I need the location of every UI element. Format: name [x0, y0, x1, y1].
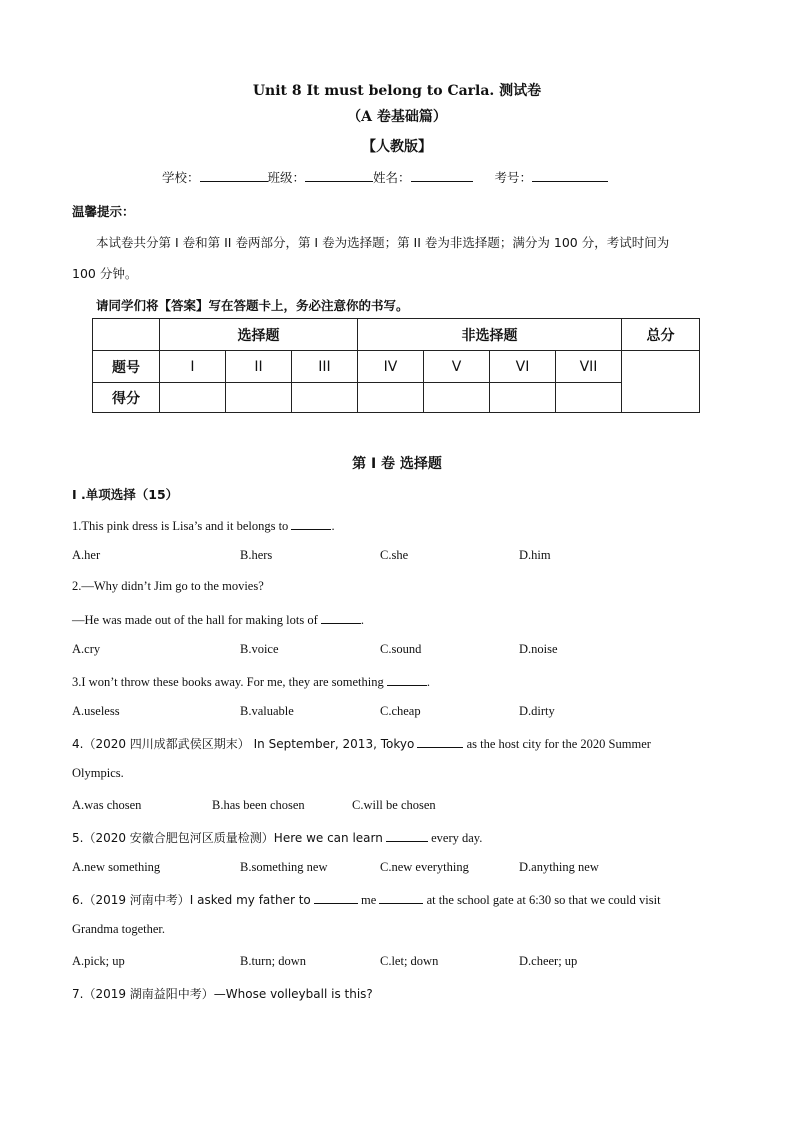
- question-3-option-d[interactable]: D.dirty: [519, 704, 555, 718]
- question-4-stem: [72, 735, 651, 752]
- notice-line-1: 本试卷共分第 I 卷和第 II 卷两部分，第 I 卷为选择题；第 II 卷为非选择题；满分为 100 分，考试时间为: [96, 235, 670, 250]
- question-5-option-a[interactable]: A.new something: [72, 860, 161, 874]
- question-1-text: 1.This pink dress is Lisa’s and it belongs to: [72, 519, 289, 533]
- column-header-5: V: [424, 351, 490, 383]
- section-title: 第 I 卷 选择题: [352, 456, 442, 472]
- school-blank[interactable]: [200, 169, 268, 182]
- exam-no-blank[interactable]: [532, 169, 608, 182]
- question-3-option-b[interactable]: B.valuable: [240, 704, 294, 718]
- question-2-end: .: [360, 613, 365, 627]
- table-corner-cell: [93, 319, 160, 351]
- column-header-3: III: [292, 351, 358, 383]
- question-6-stem: [72, 891, 661, 908]
- question-4-text-b: as the host city for the 2020 Summer: [466, 737, 651, 751]
- notice-line-2: 100 分钟。: [72, 266, 138, 281]
- question-1-option-b[interactable]: B.hers: [240, 548, 273, 562]
- edition-label: 【人教版】: [362, 139, 432, 155]
- question-6-text-b: me: [361, 893, 377, 907]
- score-cell-5[interactable]: [424, 383, 490, 413]
- notice-heading: 温馨提示：: [72, 204, 135, 219]
- question-3-text: 3.I won’t throw these books away. For me, they are something: [72, 675, 384, 689]
- question-1-blank[interactable]: [291, 517, 331, 530]
- score-cell-2[interactable]: [226, 383, 292, 413]
- question-4-option-c[interactable]: C.will be chosen: [352, 798, 436, 812]
- question-6-option-a[interactable]: A.pick; up: [72, 954, 125, 968]
- question-7-text: 7.（2019 湖南益阳中考）—Whose volleyball is this?: [72, 987, 373, 1001]
- question-6-blank-2[interactable]: [379, 891, 423, 904]
- question-3-blank[interactable]: [387, 673, 427, 686]
- question-6-option-d[interactable]: D.cheer; up: [519, 954, 578, 968]
- row-label-score: 得分: [93, 383, 160, 413]
- question-2-stem-2: [72, 611, 364, 628]
- name-blank[interactable]: [411, 169, 473, 182]
- question-4-option-b[interactable]: B.has been chosen: [212, 798, 305, 812]
- exam-title: Unit 8 It must belong to Carla. 测试卷: [252, 83, 542, 99]
- choice-group-header: 选择题: [160, 319, 358, 351]
- question-6-option-c[interactable]: C.let; down: [380, 954, 439, 968]
- question-3-end: .: [426, 675, 430, 689]
- row-label-number: 题号: [93, 351, 160, 383]
- question-6-blank-1[interactable]: [314, 891, 358, 904]
- question-6-option-b[interactable]: B.turn; down: [240, 954, 306, 968]
- score-cell-1[interactable]: [160, 383, 226, 413]
- question-3-option-a[interactable]: A.useless: [72, 704, 120, 718]
- question-1-end: .: [331, 519, 335, 533]
- question-5-text-a: 5.（2020 安徽合肥包河区质量检测）Here we can learn: [72, 831, 383, 845]
- question-5-option-d[interactable]: D.anything new: [519, 860, 599, 874]
- column-header-1: I: [160, 351, 226, 383]
- question-2-option-d[interactable]: D.noise: [519, 642, 558, 656]
- column-header-2: II: [226, 351, 292, 383]
- exam-no-label: 考号：: [494, 170, 533, 185]
- question-4-blank[interactable]: [417, 735, 463, 748]
- question-2-text: —He was made out of the hall for making lots of: [72, 613, 318, 627]
- question-7-stem: [72, 985, 373, 1002]
- question-5-option-b[interactable]: B.something new: [240, 860, 328, 874]
- question-1-stem: [72, 517, 335, 534]
- exam-subtitle: （A 卷基础篇）: [347, 109, 447, 125]
- question-5-option-c[interactable]: C.new everything: [380, 860, 469, 874]
- score-cell-7[interactable]: [556, 383, 622, 413]
- question-4-stem-2: Olympics.: [72, 766, 124, 780]
- score-cell-4[interactable]: [358, 383, 424, 413]
- part-heading: I .单项选择（15）: [72, 487, 179, 502]
- question-5-stem: [72, 829, 482, 846]
- name-label: 姓名：: [373, 170, 411, 185]
- question-6-stem-2: Grandma together.: [72, 922, 166, 936]
- question-5-text-b: every day.: [431, 831, 483, 845]
- question-5-blank[interactable]: [386, 829, 428, 842]
- score-table: [92, 318, 700, 413]
- column-header-7: VII: [556, 351, 622, 383]
- question-2-stem-1: 2.—Why didn’t Jim go to the movies?: [72, 579, 264, 593]
- question-1-option-d[interactable]: D.him: [519, 548, 551, 562]
- question-2-option-a[interactable]: A.cry: [72, 642, 101, 656]
- question-2-option-b[interactable]: B.voice: [240, 642, 279, 656]
- class-label: 班级：: [267, 170, 306, 185]
- question-2-option-c[interactable]: C.sound: [380, 642, 422, 656]
- column-header-4: IV: [358, 351, 424, 383]
- total-score-cell[interactable]: [622, 351, 700, 413]
- total-header: 总分: [622, 319, 700, 351]
- column-header-6: VI: [490, 351, 556, 383]
- nonchoice-group-header: 非选择题: [358, 319, 622, 351]
- question-1-option-a[interactable]: A.her: [72, 548, 101, 562]
- student-info-line: [162, 168, 608, 186]
- question-4-text-a: 4.（2020 四川成都武侯区期末） In September, 2013, Tokyo: [72, 737, 415, 751]
- question-4-option-a[interactable]: A.was chosen: [72, 798, 142, 812]
- question-6-text-c: at the school gate at 6:30 so that we could visit: [426, 893, 661, 907]
- score-cell-3[interactable]: [292, 383, 358, 413]
- answer-note: 请同学们将【答案】写在答题卡上，务必注意你的书写。: [96, 298, 409, 313]
- score-cell-6[interactable]: [490, 383, 556, 413]
- school-label: 学校：: [162, 170, 200, 185]
- question-1-option-c[interactable]: C.she: [380, 548, 409, 562]
- class-blank[interactable]: [305, 169, 373, 182]
- question-3-stem: [72, 673, 430, 690]
- question-2-blank[interactable]: [321, 611, 361, 624]
- question-6-text-a: 6.（2019 河南中考）I asked my father to: [72, 893, 311, 907]
- question-3-option-c[interactable]: C.cheap: [380, 704, 421, 718]
